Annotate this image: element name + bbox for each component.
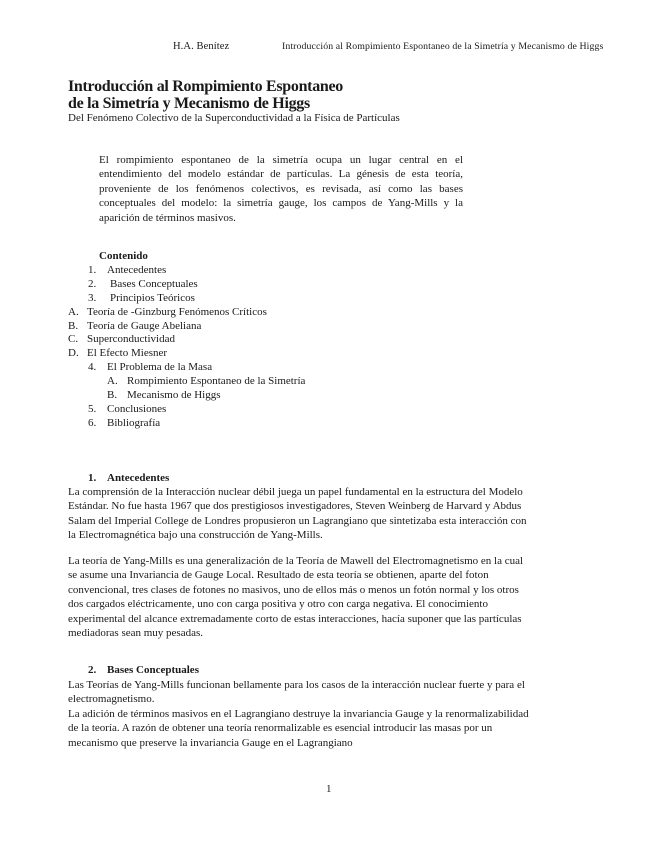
toc-heading: Contenido — [99, 250, 148, 262]
toc-item: D. El Efecto Miesner — [68, 347, 168, 359]
toc-item: 3. Principios Teóricos — [88, 292, 195, 304]
title-line-1: Introducción al Rompimiento Espontaneo — [68, 78, 344, 95]
toc-item: 1. Antecedentes — [88, 264, 167, 276]
abstract: El rompimiento espontaneo de la simetría ocupa un lugar central en el entendimiento del modelo estándar de partículas. La génesis de esta teoría, proveniente de los fenómenos colectivos, es revisada, así como las bases conceptuales del modelo: la simetría gauge, los campos de Yang-Mills y la aparición de términos masivos. — [99, 154, 463, 224]
paragraph: La comprensión de la Interacción nuclear débil juega un papel fundamental en la estructura del Modelo Estándar. No fue hasta 1967 que dos prestigiosos investigadores, Steven Weinberg de Harvard y Abdus Salam del Imperial College de Londres propusieron un Lagrangiano que sintetizaba esta interacción con la Electromagnética bajo una construcción de Yang-Mills. — [68, 486, 527, 542]
page-number: 1 — [326, 783, 332, 795]
toc-item: 6. Bibliografía — [88, 417, 161, 429]
section-heading: 1. Antecedentes — [88, 472, 170, 484]
toc-item: 4. El Problema de la Masa — [88, 361, 213, 373]
toc-item: 5. Conclusiones — [88, 403, 167, 415]
paper-subtitle: Del Fenómeno Colectivo de la Superconductividad a la Física de Partículas — [68, 112, 400, 124]
section-heading: 2. Bases Conceptuales — [88, 664, 199, 676]
toc-item: A. Teoría de -Ginzburg Fenómenos Críticos — [68, 306, 267, 318]
header-author: H.A. Benítez — [173, 41, 230, 52]
toc-item: B. Teoría de Gauge Abeliana — [68, 320, 202, 332]
toc-item: C. Superconductividad — [68, 333, 175, 345]
title-line-2: de la Simetría y Mecanismo de Higgs — [68, 95, 310, 112]
toc-item: B. Mecanismo de Higgs — [107, 389, 221, 401]
paragraph: La teoría de Yang-Mills es una generalización de la Teoría de Mawell del Electromagnetismo en la cual se asume una Invariancia de Gauge Local. Resultado de esta teoría se obtienen, aparte del foton convencional, tres clases de fotones no masivos, uno de ellos más o menos un fotón normal y los otros dos cargados eléctricamente, uno con carga positiva y otro con carga negativa. El conocimiento experimental del alcance extremadamente corto de estas interacciones, hacía suponer que las partículas mediadoras sean muy pesadas. — [68, 555, 524, 640]
paper-title — [68, 78, 343, 112]
toc-item: A. Rompimiento Espontaneo de la Simetría — [107, 375, 306, 387]
header-running-title: Introducción al Rompimiento Espontaneo de la Simetría y Mecanismo de Higgs — [282, 41, 604, 52]
paragraph: Las Teorías de Yang-Mills funcionan bellamente para los casos de la interacción nuclear fuerte y para el electromagnetismo. La adición de términos masivos en el Lagrangiano destruye la invariancia Gauge y la renormalizabilidad de la teoría. A razón de obtener una teoría renormalizable es esencial introducir las masas por un mecanismo que preserve la invariancia Gauge en el Lagrangiano — [68, 679, 529, 749]
toc-item: 2. Bases Conceptuales — [88, 278, 198, 290]
